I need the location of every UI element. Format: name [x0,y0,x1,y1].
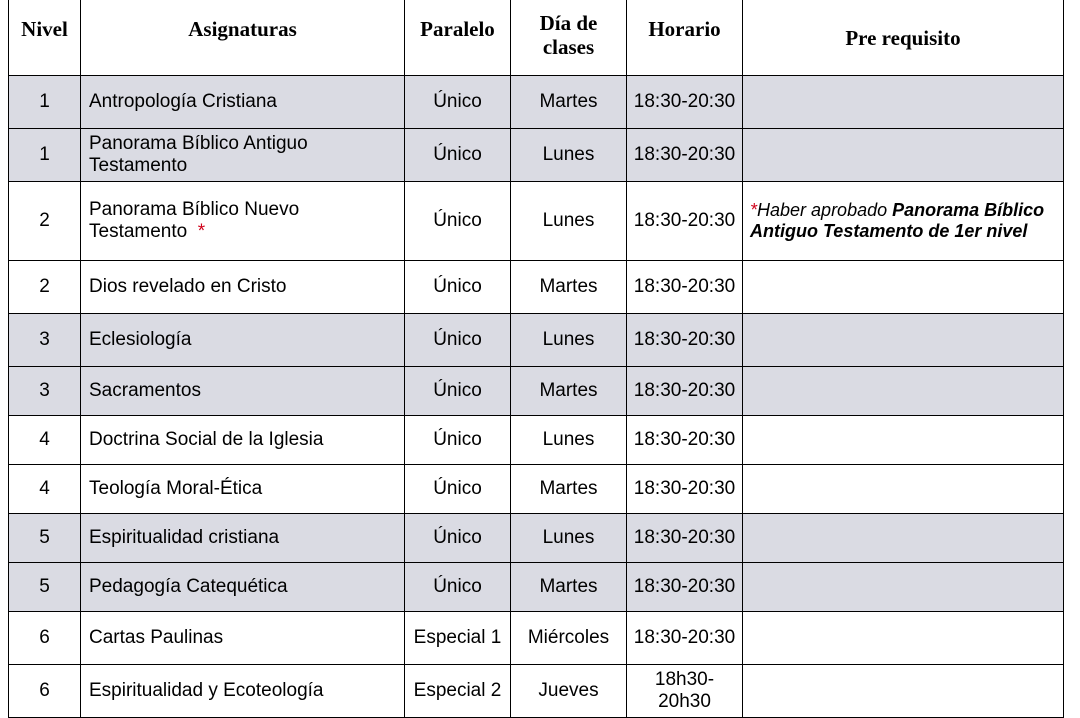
cell-horario: 18:30-20:30 [627,612,743,665]
header-dia-line2: clases [542,35,595,59]
cell-nivel: 2 [9,182,81,261]
cell-paralelo: Único [405,261,511,314]
cell-paralelo: Único [405,76,511,129]
table-header-row [9,0,1064,76]
cell-nivel: 3 [9,367,81,416]
cell-horario: 18:30-20:30 [627,182,743,261]
header-dia-de-clases [511,0,627,76]
cell-nivel: 4 [9,416,81,465]
prerequisite-asterisk: * [750,200,758,220]
cell-dia: Lunes [511,514,627,563]
cell-prerequisito [743,367,1064,416]
table-row [9,465,1064,514]
cell-asignatura: Panorama Bíblico Antiguo Testamento [81,129,405,182]
cell-nivel: 5 [9,514,81,563]
cell-prerequisito [743,612,1064,665]
cell-paralelo: Único [405,182,511,261]
table-row [9,416,1064,465]
cell-asignatura: Teología Moral-Ética [81,465,405,514]
table-row [9,182,1064,261]
cell-horario: 18:30-20:30 [627,465,743,514]
cell-horario: 18:30-20:30 [627,76,743,129]
cell-asignatura: Pedagogía Catequética [81,563,405,612]
cell-horario: 18:30-20:30 [627,367,743,416]
cell-nivel: 6 [9,612,81,665]
table-row [9,514,1064,563]
cell-asignatura: Cartas Paulinas [81,612,405,665]
cell-paralelo: Único [405,514,511,563]
cell-asignatura: Sacramentos [81,367,405,416]
cell-prerequisito [743,261,1064,314]
cell-asignatura [81,182,405,261]
cell-dia: Lunes [511,314,627,367]
cell-dia: Lunes [511,416,627,465]
cell-prerequisito [743,416,1064,465]
cell-paralelo: Único [405,129,511,182]
cell-prerequisito [743,129,1064,182]
cell-prerequisito [743,563,1064,612]
cell-prerequisito [743,182,1064,261]
cell-nivel: 5 [9,563,81,612]
table-row [9,76,1064,129]
cell-asignatura: Doctrina Social de la Iglesia [81,416,405,465]
cell-paralelo: Único [405,314,511,367]
cell-horario: 18:30-20:30 [627,261,743,314]
cell-nivel: 6 [9,665,81,718]
cell-nivel: 4 [9,465,81,514]
cell-paralelo: Único [405,367,511,416]
cell-dia: Lunes [511,129,627,182]
cell-horario: 18:30-20:30 [627,314,743,367]
cell-asignatura: Eclesiología [81,314,405,367]
header-nivel: Nivel [9,0,81,76]
cell-horario: 18h30-20h30 [627,665,743,718]
cell-horario: 18:30-20:30 [627,129,743,182]
prerequisite-text: Haber aprobado [757,200,893,220]
cell-dia: Martes [511,465,627,514]
cell-prerequisito [743,314,1064,367]
asterisk-marker: * [197,221,206,242]
cell-paralelo: Especial 1 [405,612,511,665]
table-row [9,563,1064,612]
cell-horario: 18:30-20:30 [627,563,743,612]
cell-dia: Martes [511,563,627,612]
cell-dia: Jueves [511,665,627,718]
cell-horario: 18:30-20:30 [627,416,743,465]
cell-paralelo: Especial 2 [405,665,511,718]
cell-nivel: 1 [9,76,81,129]
header-dia-line1: Día de [539,11,598,35]
cell-paralelo: Único [405,563,511,612]
schedule-table [8,0,1064,718]
table-row [9,612,1064,665]
prerequisite-course: Panorama Bíblico Antiguo Testamento de 1er nivel [750,200,1045,241]
schedule-table-container [8,0,1064,718]
cell-nivel: 2 [9,261,81,314]
table-row [9,314,1064,367]
cell-asignatura: Espiritualidad cristiana [81,514,405,563]
cell-paralelo: Único [405,465,511,514]
table-row [9,367,1064,416]
cell-asignatura: Espiritualidad y Ecoteología [81,665,405,718]
table-row [9,261,1064,314]
cell-dia: Martes [511,76,627,129]
cell-prerequisito [743,465,1064,514]
cell-paralelo: Único [405,416,511,465]
cell-dia: Martes [511,261,627,314]
cell-dia: Martes [511,367,627,416]
table-row [9,129,1064,182]
header-asignaturas: Asignaturas [81,0,405,76]
cell-dia: Lunes [511,182,627,261]
cell-prerequisito [743,76,1064,129]
header-horario: Horario [627,0,743,76]
cell-asignatura-text: Panorama Bíblico Nuevo Testamento [89,199,300,242]
cell-horario: 18:30-20:30 [627,514,743,563]
cell-dia: Miércoles [511,612,627,665]
cell-nivel: 1 [9,129,81,182]
cell-prerequisito [743,514,1064,563]
cell-asignatura: Dios revelado en Cristo [81,261,405,314]
header-paralelo: Paralelo [405,0,511,76]
table-row [9,665,1064,718]
cell-prerequisito [743,665,1064,718]
header-prerequisito: Pre requisito [743,0,1064,76]
cell-nivel: 3 [9,314,81,367]
cell-asignatura: Antropología Cristiana [81,76,405,129]
